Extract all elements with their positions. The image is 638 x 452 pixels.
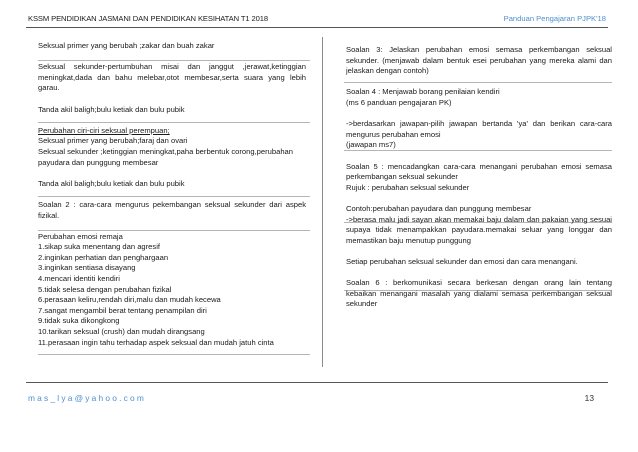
question-4-reference: (ms 6 panduan pengajaran PK)	[346, 97, 452, 107]
secondary-change-female: Seksual sekunder ;ketinggian meningkat,paha berbentuk corong,perubahan payudara dan punggung membesar	[38, 146, 293, 167]
primary-change-male: Seksual primer yang berubah ;zakar dan buah zakar	[38, 41, 215, 50]
column-divider	[322, 37, 323, 367]
primary-change-female: Seksual primer yang berubah;faraj dan ovari	[38, 136, 188, 146]
list-item: 2.inginkan perhatian dan penghargaan	[38, 252, 169, 262]
list-item: 10.tarikan seksual (crush) dan mudah dirangsang	[38, 327, 205, 337]
page-number: 13	[584, 393, 594, 403]
footer-divider	[26, 382, 608, 383]
list-item: 4.mencari identiti kendiri	[38, 274, 120, 284]
left-column	[38, 41, 306, 348]
rule	[38, 354, 310, 355]
right-column	[346, 45, 612, 310]
question-4-instruction: ->berdasarkan jawapan-pilih jawapan bertanda 'ya' dan berikan cara-cara mengurus perubahan emosi	[346, 119, 612, 139]
puberty-sign-female: Tanda akil baligh;bulu ketiak dan bulu pubik	[38, 178, 185, 188]
question-5: Soalan 5 : mencadangkan cara-cara menangani perubahan emosi semasa perkembangan seksual sekunder	[346, 161, 612, 182]
list-item: 3.inginkan sentiasa disayang	[38, 263, 136, 273]
secondary-change-male: Seksual sekunder-pertumbuhan misai dan janggut ,jerawat,ketinggian meningkat,dada dan bahu melebar,otot membesar,serta suara yang lebih garau.	[38, 62, 306, 93]
question-4-answer-ref: (jawapan ms7)	[346, 140, 396, 150]
question-2: Soalan 2 : cara-cara mengurus pekembangan seksual sekunder dari aspek fizikal.	[38, 199, 306, 220]
example-heading: Contoh:perubahan payudara dan punggung membesar	[346, 203, 532, 213]
summary-line: Setiap perubahan seksual sekunder dan emosi dan cara menangani.	[346, 256, 578, 266]
list-item: 9.tidak suka dikongkong	[38, 316, 120, 326]
list-item: 5.tidak selesa dengan perubahan fizikal	[38, 284, 172, 294]
header-title: KSSM PENDIDIKAN JASMANI DAN PENDIDIKAN KESIHATAN T1 2018	[28, 14, 268, 23]
header-guide-title: Panduan Pengajaran PJPK'18	[503, 14, 606, 23]
question-6: Soalan 6 : berkomunikasi secara berkesan dengan orang lain tentang kebaikan menangani masalah yang dialami semasa perkembangan seksual sekunder	[346, 278, 612, 309]
footer-email: mas_lya@yahoo.com	[28, 393, 147, 403]
list-item: 6.perasaan keliru,rendah diri,malu dan mudah kecewa	[38, 295, 221, 305]
female-changes-heading: Perubahan ciri-ciri seksual perempuan;	[38, 125, 170, 135]
puberty-sign-male: Tanda akil baligh;bulu ketiak dan bulu pubik	[38, 104, 185, 114]
list-item: 11.perasaan ingin tahu terhadap aspek seksual dan mudah jatuh cinta	[38, 337, 274, 347]
emotion-changes-heading: Perubahan emosi remaja	[38, 231, 123, 241]
list-item: 1.sikap suka menentang dan agresif	[38, 242, 161, 252]
list-item: 7.sangat mengambil berat tentang penampilan diri	[38, 305, 207, 315]
question-4: Soalan 4 : Menjawab borang penilaian kendiri	[346, 87, 500, 97]
header-divider	[26, 27, 608, 28]
question-3: Soalan 3: Jelaskan perubahan emosi semasa perkembangan seksual sekunder. (menjawab dalam bentuk esei perubahan yang mereka alami dan jelaskan dengan contoh)	[346, 45, 612, 76]
question-5-reference: Rujuk : perubahan seksual sekunder	[346, 182, 470, 192]
example-answer: ->berasa malu jadi sayan akan memakai baju dalam dan pakaian yang sesuai supaya tidak menampakkan payudara.memakai seluar yang longgar dan memastikan baju menutup punggung	[346, 214, 612, 245]
